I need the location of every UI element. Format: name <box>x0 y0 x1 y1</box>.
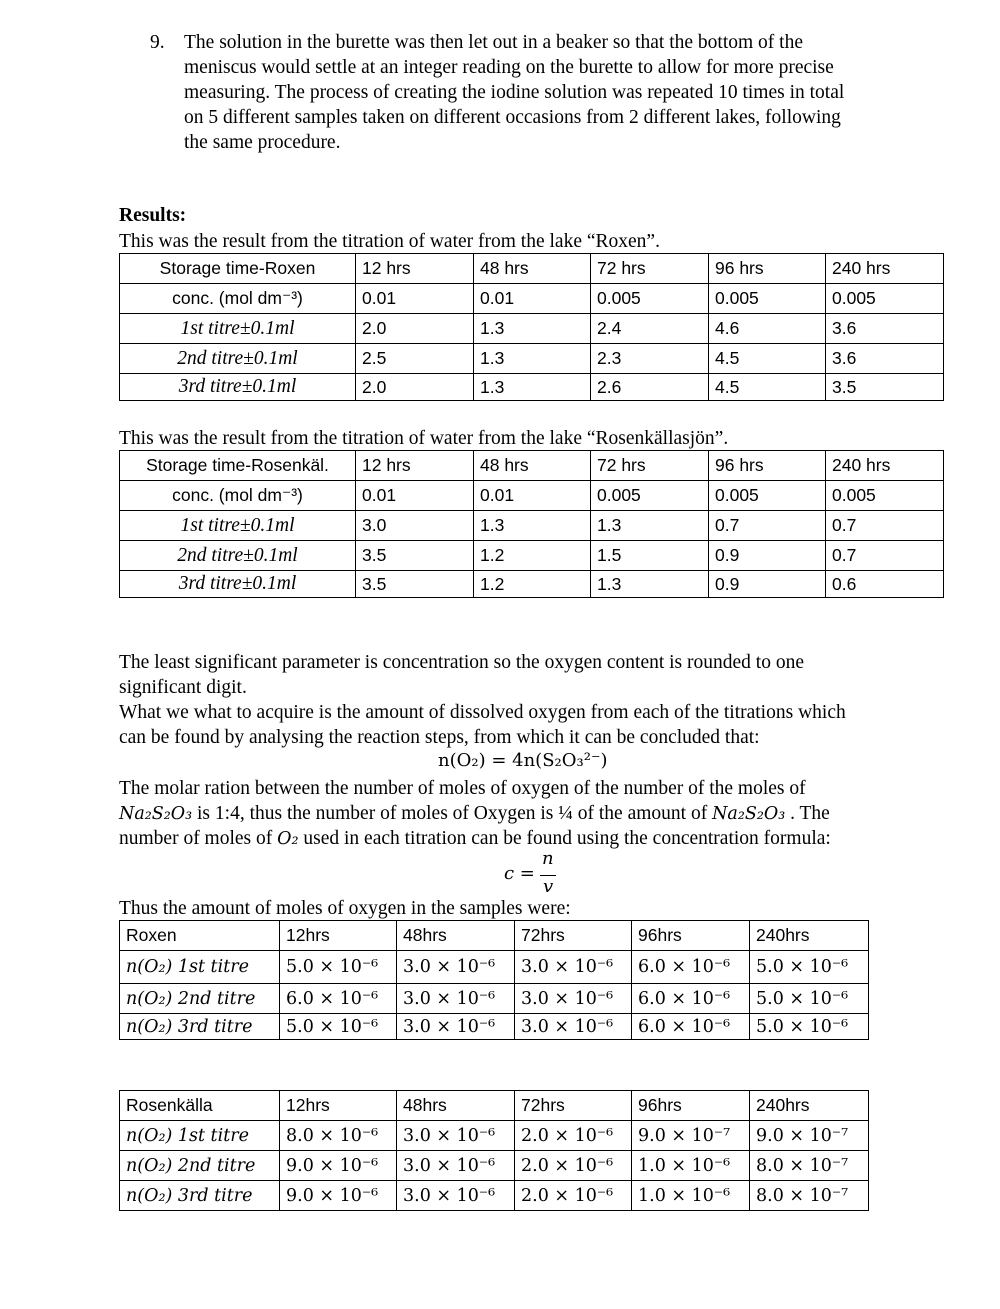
table-cell: 3.0 × 10⁻⁶ <box>397 984 515 1014</box>
formula-inline: O₂ <box>277 829 299 849</box>
table-cell: 0.9 <box>709 541 826 571</box>
table-cell: 3.0 × 10⁻⁶ <box>397 1014 515 1040</box>
table-cell: conc. (mol dm⁻³) <box>120 481 356 511</box>
step-line: the same procedure. <box>184 132 341 153</box>
table-cell: 6.0 × 10⁻⁶ <box>280 984 397 1014</box>
table-cell: 5.0 × 10⁻⁶ <box>750 951 869 984</box>
table-cell: 240 hrs <box>826 451 944 481</box>
table-row <box>120 541 944 571</box>
table-cell: 3.0 × 10⁻⁶ <box>397 1181 515 1211</box>
formula-inline: Na₂S₂O₃ <box>119 804 193 824</box>
table-cell: 3rd titre±0.1ml <box>120 571 356 598</box>
roxen-intro: This was the result from the titration of water from the lake “Roxen”. <box>119 231 660 252</box>
text-span: is 1:4, thus the number of moles of Oxygen is ¼ of the amount of <box>192 803 713 824</box>
formula-numerator: n <box>542 848 554 869</box>
table-cell: 3.0 <box>356 511 474 541</box>
table-cell: 2nd titre±0.1ml <box>120 541 356 571</box>
table-cell: 12 hrs <box>356 451 474 481</box>
step-line: meniscus would settle at an integer reading on the burette to allow for more precise <box>184 57 834 78</box>
step-line: measuring. The process of creating the iodine solution was repeated 10 times in total <box>184 82 845 103</box>
table-cell: 1st titre±0.1ml <box>120 511 356 541</box>
table-cell: 8.0 × 10⁻⁶ <box>280 1121 397 1151</box>
table-cell: 240hrs <box>750 1091 869 1121</box>
rosen-titration-table <box>119 450 944 598</box>
table-cell: 3.0 × 10⁻⁶ <box>397 1151 515 1181</box>
table-row <box>120 344 944 374</box>
text-span: number of moles of <box>119 828 278 849</box>
table-cell: Storage time-Roxen <box>120 254 356 284</box>
table-cell: 3.0 × 10⁻⁶ <box>515 984 632 1014</box>
text-line: The least significant parameter is concentration so the oxygen content is rounded to one <box>119 652 804 673</box>
table-cell: 3rd titre±0.1ml <box>120 374 356 401</box>
table-cell: 0.7 <box>709 511 826 541</box>
table-cell: 3.0 × 10⁻⁶ <box>515 951 632 984</box>
text-line: significant digit. <box>119 677 247 698</box>
table-cell: 9.0 × 10⁻⁶ <box>280 1151 397 1181</box>
table-cell: 72 hrs <box>591 254 709 284</box>
table-cell: 3.5 <box>826 374 944 401</box>
table-cell: 96hrs <box>632 921 750 951</box>
table-cell: 0.01 <box>474 481 591 511</box>
step-number: 9. <box>150 32 165 53</box>
table-cell: 1.3 <box>591 571 709 598</box>
table-row <box>120 451 944 481</box>
step-line: The solution in the burette was then let out in a beaker so that the bottom of the <box>184 32 803 53</box>
table-cell: 2nd titre±0.1ml <box>120 344 356 374</box>
formula-lhs: c = <box>504 863 535 884</box>
table-cell: 96 hrs <box>709 451 826 481</box>
table-cell: 3.5 <box>356 541 474 571</box>
procedure-step-9 <box>150 30 940 155</box>
table-cell: 12 hrs <box>356 254 474 284</box>
table-cell: 0.01 <box>474 284 591 314</box>
table-cell: 0.005 <box>709 481 826 511</box>
table-cell: 72hrs <box>515 921 632 951</box>
table-cell: 1.2 <box>474 541 591 571</box>
table-cell: 1.3 <box>474 511 591 541</box>
table-cell: 2.0 <box>356 314 474 344</box>
table-cell: 6.0 × 10⁻⁶ <box>632 1014 750 1040</box>
table-cell: 0.005 <box>709 284 826 314</box>
table-row <box>120 314 944 344</box>
table-cell: 48 hrs <box>474 254 591 284</box>
table-cell: 3.0 × 10⁻⁶ <box>397 951 515 984</box>
table-cell: 8.0 × 10⁻⁷ <box>750 1181 869 1211</box>
table-cell: 2.0 <box>356 374 474 401</box>
table-cell: 4.5 <box>709 374 826 401</box>
table-cell: 6.0 × 10⁻⁶ <box>632 951 750 984</box>
table-cell: 240 hrs <box>826 254 944 284</box>
table-cell: 1.3 <box>591 511 709 541</box>
step-line: on 5 different samples taken on different occasions from 2 different lakes, following <box>184 107 841 128</box>
table-cell: 96hrs <box>632 1091 750 1121</box>
text-line <box>119 826 831 852</box>
table-cell: 1st titre±0.1ml <box>120 314 356 344</box>
table-cell: 5.0 × 10⁻⁶ <box>750 984 869 1014</box>
table-cell: 48hrs <box>397 1091 515 1121</box>
table-cell: 1.0 × 10⁻⁶ <box>632 1181 750 1211</box>
text-line: can be found by analysing the reaction steps, from which it can be concluded that: <box>119 727 760 748</box>
table-cell: 0.7 <box>826 511 944 541</box>
table-cell: 3.6 <box>826 344 944 374</box>
table-cell: conc. (mol dm⁻³) <box>120 284 356 314</box>
table-row <box>120 254 944 284</box>
table-cell: Storage time-Rosenkäl. <box>120 451 356 481</box>
table-cell: 6.0 × 10⁻⁶ <box>632 984 750 1014</box>
table-cell: 5.0 × 10⁻⁶ <box>750 1014 869 1040</box>
table-cell: 8.0 × 10⁻⁷ <box>750 1151 869 1181</box>
table-cell: 0.6 <box>826 571 944 598</box>
table-cell: 0.7 <box>826 541 944 571</box>
table-cell: 3.6 <box>826 314 944 344</box>
table-cell: 2.0 × 10⁻⁶ <box>515 1121 632 1151</box>
table-cell: 0.01 <box>356 481 474 511</box>
table-cell: Rosenkälla <box>120 1091 280 1121</box>
table-cell: 0.005 <box>826 284 944 314</box>
table-cell: 2.0 × 10⁻⁶ <box>515 1151 632 1181</box>
formula-inline: Na₂S₂O₃ <box>712 804 786 824</box>
table-cell: n(O₂) 3rd titre <box>120 1014 280 1040</box>
table-cell: 72hrs <box>515 1091 632 1121</box>
table-row <box>120 571 944 598</box>
table-cell: 0.01 <box>356 284 474 314</box>
table-cell: n(O₂) 1st titre <box>120 951 280 984</box>
table-cell: 0.005 <box>591 284 709 314</box>
table-cell: 9.0 × 10⁻⁷ <box>632 1121 750 1151</box>
table-cell: 48hrs <box>397 921 515 951</box>
text-line <box>119 801 830 827</box>
table-cell: 12hrs <box>280 1091 397 1121</box>
table-cell: 1.5 <box>591 541 709 571</box>
table-cell: 96 hrs <box>709 254 826 284</box>
table-row <box>120 1121 869 1151</box>
table-cell: 3.0 × 10⁻⁶ <box>397 1121 515 1151</box>
table-row <box>120 1181 869 1211</box>
roxen-titration-table <box>119 253 944 401</box>
table-row <box>120 1151 869 1181</box>
table-row <box>120 984 869 1014</box>
table-cell: 4.5 <box>709 344 826 374</box>
table-cell: 1.3 <box>474 344 591 374</box>
table-cell: 2.5 <box>356 344 474 374</box>
table-row <box>120 951 869 984</box>
table-row <box>120 481 944 511</box>
table-row <box>120 1014 869 1040</box>
table-cell: n(O₂) 2nd titre <box>120 984 280 1014</box>
text-line: Thus the amount of moles of oxygen in the samples were: <box>119 898 571 919</box>
table-cell: 2.6 <box>591 374 709 401</box>
text-span: used in each titration can be found using the concentration formula: <box>298 828 831 849</box>
table-cell: n(O₂) 1st titre <box>120 1121 280 1151</box>
table-cell: 1.3 <box>474 374 591 401</box>
table-row <box>120 284 944 314</box>
results-heading: Results: <box>119 205 187 226</box>
rosen-intro: This was the result from the titration of water from the lake “Rosenkällasjön”. <box>119 428 729 449</box>
table-cell: 0.005 <box>826 481 944 511</box>
text-line: What we what to acquire is the amount of dissolved oxygen from each of the titrations which <box>119 702 846 723</box>
table-cell: 240hrs <box>750 921 869 951</box>
formula-denominator: v <box>543 876 554 897</box>
table-cell: 12hrs <box>280 921 397 951</box>
rosen-moles-table <box>119 1090 869 1211</box>
equation-oxygen-thiosulfate: n(O₂) = 4n(S₂O₃²⁻) <box>438 750 608 771</box>
table-cell: 1.3 <box>474 314 591 344</box>
table-cell: 9.0 × 10⁻⁶ <box>280 1181 397 1211</box>
analysis-paragraph <box>119 650 939 750</box>
table-row <box>120 921 869 951</box>
table-cell: 2.0 × 10⁻⁶ <box>515 1181 632 1211</box>
table-cell: 4.6 <box>709 314 826 344</box>
table-cell: 1.2 <box>474 571 591 598</box>
table-cell: 0.9 <box>709 571 826 598</box>
table-cell: 5.0 × 10⁻⁶ <box>280 951 397 984</box>
table-cell: n(O₂) 3rd titre <box>120 1181 280 1211</box>
table-cell: 1.0 × 10⁻⁶ <box>632 1151 750 1181</box>
table-cell: 72 hrs <box>591 451 709 481</box>
table-cell: 2.3 <box>591 344 709 374</box>
table-row <box>120 1091 869 1121</box>
table-cell: n(O₂) 2nd titre <box>120 1151 280 1181</box>
concentration-formula <box>504 848 564 896</box>
table-cell: 0.005 <box>591 481 709 511</box>
table-cell: 9.0 × 10⁻⁷ <box>750 1121 869 1151</box>
text-span: . The <box>785 803 830 824</box>
text-line: The molar ration between the number of moles of oxygen of the number of the moles of <box>119 778 806 799</box>
table-row <box>120 511 944 541</box>
table-cell: 48 hrs <box>474 451 591 481</box>
table-cell: Roxen <box>120 921 280 951</box>
roxen-moles-table <box>119 920 869 1040</box>
table-cell: 5.0 × 10⁻⁶ <box>280 1014 397 1040</box>
table-row <box>120 374 944 401</box>
table-cell: 3.0 × 10⁻⁶ <box>515 1014 632 1040</box>
table-cell: 3.5 <box>356 571 474 598</box>
table-cell: 2.4 <box>591 314 709 344</box>
